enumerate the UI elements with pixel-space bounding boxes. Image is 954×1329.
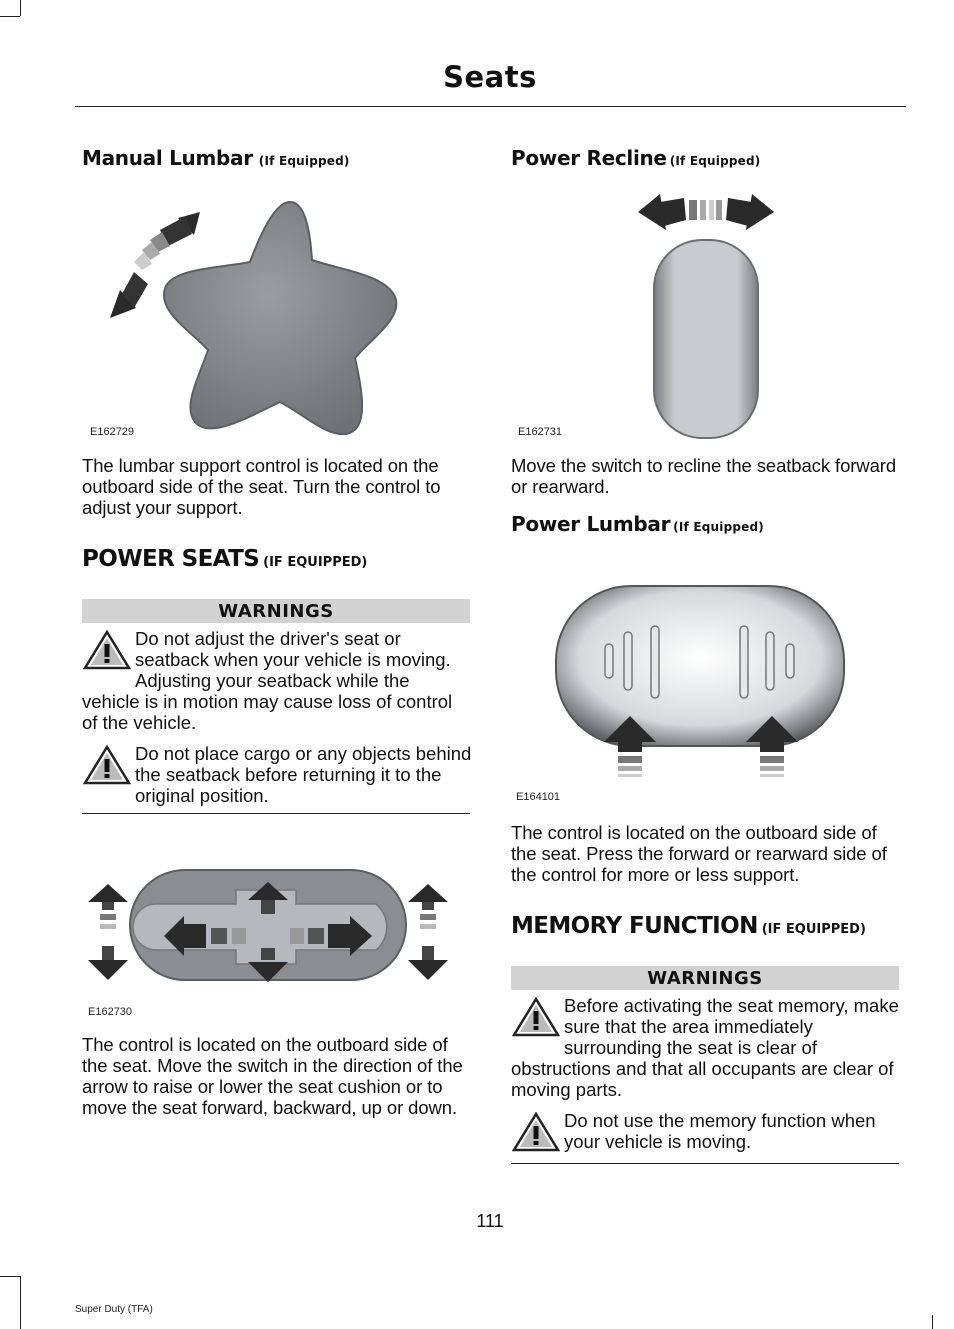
manual-lumbar-heading: Manual Lumbar (If Equipped)	[82, 146, 350, 170]
star-knob	[164, 202, 396, 434]
page-title: Seats	[443, 60, 537, 94]
warnings-end-rule	[82, 813, 470, 814]
figure-code: E162731	[518, 426, 563, 438]
power-seats-text: The control is located on the outboard side of the seat. Move the switch in the direction of the arrow to raise or lower the seat cushion or to move the seat forward, backward, up or down.	[82, 1034, 463, 1118]
up-down-arrow-icon	[88, 884, 128, 980]
warning-item: Do not adjust the driver's seat or seatback when your vehicle is moving. Adjusting your seatback while the vehicle is in motion may cause loss of control of the vehicle.	[82, 628, 453, 733]
manual-lumbar-text: The lumbar support control is located on the outboard side of the seat. Turn the control to adjust your support.	[82, 455, 441, 518]
warnings-header: WARNINGS	[82, 599, 470, 623]
power-recline-switch-illustration	[636, 190, 776, 440]
recline-arrow-icon	[638, 194, 774, 230]
warnings-header: WARNINGS	[511, 966, 899, 990]
manual-lumbar-knob-illustration	[100, 190, 410, 440]
figure-code: E162730	[88, 1006, 133, 1018]
power-lumbar-switch-illustration	[552, 582, 848, 782]
warning-triangle-icon	[511, 1111, 561, 1153]
title-divider	[75, 106, 906, 107]
figure-code: E162729	[90, 426, 135, 438]
warnings-end-rule	[511, 1163, 899, 1164]
power-lumbar-heading: Power Lumbar (If Equipped)	[511, 512, 764, 536]
power-recline-text: Move the switch to recline the seatback forward or rearward.	[511, 455, 897, 497]
warning-item: Before activating the seat memory, make sure that the area immediately surrounding the seat is clear of obstructions and that all occupants are clear of moving parts.	[511, 995, 899, 1100]
page-number: 111	[476, 1211, 504, 1231]
power-seats-heading: POWER SEATS (IF EQUIPPED)	[82, 546, 368, 572]
memory-function-heading: MEMORY FUNCTION (IF EQUIPPED)	[511, 913, 866, 939]
warning-triangle-icon	[82, 744, 132, 786]
figure-code: E164101	[516, 791, 561, 803]
warning-item: Do not use the memory function when your vehicle is moving.	[511, 1110, 903, 1153]
power-recline-heading: Power Recline (If Equipped)	[511, 146, 761, 170]
power-lumbar-text: The control is located on the outboard side of the seat. Press the forward or rearward side of the control for more or less support.	[511, 822, 887, 885]
warning-item: Do not place cargo or any objects behind the seatback before returning it to the original position.	[82, 743, 472, 806]
footer-model: Super Duty (TFA)	[75, 1304, 153, 1315]
warning-triangle-icon	[82, 629, 132, 671]
power-seat-switch-illustration	[86, 866, 466, 986]
warning-triangle-icon	[511, 996, 561, 1038]
up-down-arrow-icon	[408, 884, 448, 980]
